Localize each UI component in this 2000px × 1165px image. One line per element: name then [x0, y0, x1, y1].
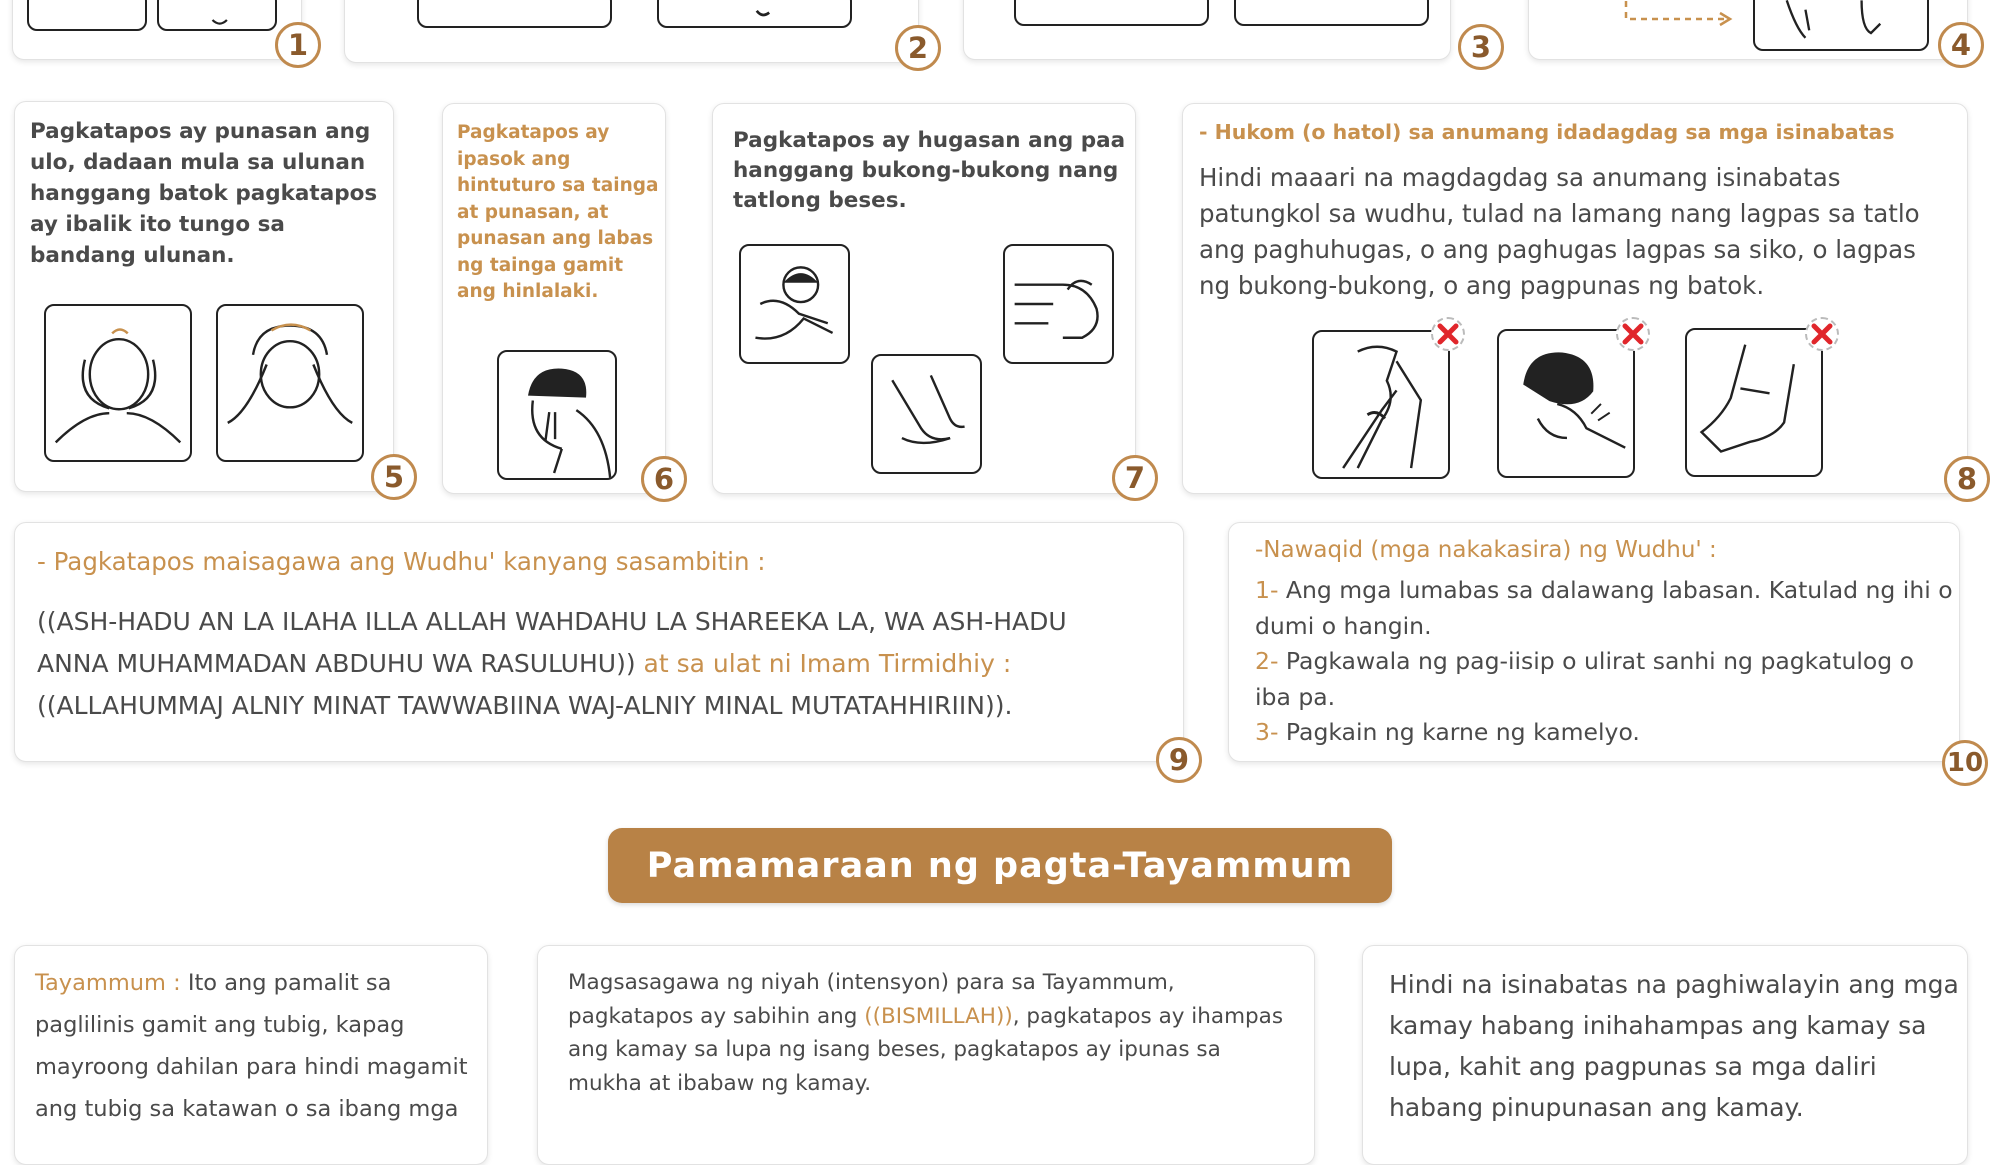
- tayammum-note-card: [1362, 945, 1968, 1165]
- step-2-illustration-b: [657, 0, 852, 28]
- step-10-item-2-num: 2-: [1255, 647, 1279, 675]
- step-10-item-3: [1255, 715, 1955, 751]
- step-3-card: [963, 0, 1451, 60]
- step-4-card: [1528, 0, 1968, 60]
- step-10-item-2: [1255, 644, 1955, 715]
- step-8-badge: 8: [1944, 456, 1990, 502]
- step-3-illustration-b: [1234, 0, 1429, 26]
- step-8-text: Hindi maaari na magdagdag sa anumang isinabatas patungkol sa wudhu, tulad na lamang nang lagpas sa tatlo ang paghuhugas, o ang paghugas lagpas sa siko, o lagpas ng bukong-bukong, o ang pagpunas ng batok.: [1199, 163, 1920, 300]
- step-6-illustration: [497, 350, 617, 480]
- step-7-illustration-c: [1003, 244, 1114, 364]
- step-9-tirmidhi-note: at sa ulat ni Imam Tirmidhiy :: [635, 649, 1012, 678]
- step-2-badge: 2: [895, 25, 941, 71]
- step-4-badge: 4: [1938, 22, 1984, 68]
- tayammum-definition-card: [14, 945, 488, 1165]
- tayammum-steps-part-2: , pagkatapos ay ihampas ang kamay sa lupa ng isang beses, pagkatapos ay ipunas sa mukha at ibabaw ng kamay.: [568, 1003, 1284, 1096]
- step-10-item-1: [1255, 573, 1955, 644]
- step-9-dua-line-2: [37, 643, 1177, 685]
- step-1-illustration-a: [27, 0, 147, 31]
- tayammum-section-banner: Pamamaraan ng pagta-Tayammum: [608, 828, 1392, 903]
- step-2-card: [344, 0, 919, 63]
- step-1-card: [12, 0, 302, 60]
- step-3-illustration-a: [1014, 0, 1209, 26]
- step-5-badge: 5: [371, 454, 417, 500]
- step-1-badge: 1: [275, 22, 321, 68]
- step-4-dashed-arrow: [1624, 1, 1734, 31]
- step-10-item-3-num: 3-: [1255, 718, 1279, 746]
- step-10-item-2-text: Pagkawala ng pag-iisip o ulirat sanhi ng pagkatulog o iba pa.: [1255, 647, 1915, 711]
- tayammum-label: Tayammum :: [35, 970, 181, 996]
- step-2-illustration-a: [417, 0, 612, 28]
- step-7-illustration-a: [739, 244, 850, 364]
- step-7-card: [712, 103, 1136, 494]
- step-8-illustration-b: [1497, 329, 1635, 478]
- tayammum-steps-part-1: Magsasagawa ng niyah (intensyon) para sa Tayammum, pagkatapos ay sabihin ang: [568, 970, 1175, 1029]
- step-9-heading: - Pagkatapos maisagawa ang Wudhu' kanyang sasambitin :: [37, 547, 766, 576]
- step-3-badge: 3: [1458, 24, 1504, 70]
- step-9-dua-line-2-text: ANNA MUHAMMADAN ABDUHU WA RASULUHU)): [37, 649, 636, 678]
- step-8-heading: - Hukom (o hatol) sa anumang idadagdag sa mga isinabatas: [1199, 120, 1895, 144]
- step-10-card: [1228, 522, 1960, 762]
- step-5-illustration-a: [44, 304, 192, 462]
- step-7-text: Pagkatapos ay hugasan ang paa hanggang bukong-bukong nang tatlong beses.: [733, 128, 1126, 213]
- step-6-card: [442, 103, 666, 494]
- step-4-illustration: [1753, 0, 1929, 51]
- step-6-badge: 6: [641, 456, 687, 502]
- step-9-dua: [37, 601, 1177, 727]
- step-9-dua-line-3: ((ALLAHUMMAJ ALNIY MINAT TAWWABIINA WAJ-ALNIY MINAL MUTATAHHIRIIN)).: [37, 691, 1013, 720]
- step-5-text: Pagkatapos ay punasan ang ulo, dadaan mula sa ulunan hanggang batok pagkatapos ay ibalik ito tungo sa bandang ulunan.: [30, 119, 378, 268]
- step-6-text: Pagkatapos ay ipasok ang hintuturo sa tainga at punasan, at punasan ang labas ng tainga gamit ang hinlalaki.: [457, 122, 659, 302]
- step-10-list: [1255, 573, 1955, 751]
- step-10-item-1-num: 1-: [1255, 576, 1279, 604]
- step-1-illustration-b: [157, 0, 277, 31]
- prohibited-x-icon-b: [1616, 317, 1650, 351]
- step-10-item-1-text: Ang mga lumabas sa dalawang labasan. Katulad ng ihi o dumi o hangin.: [1255, 576, 1953, 640]
- tayammum-steps-text: [568, 966, 1298, 1100]
- step-9-card: [14, 522, 1184, 762]
- tayammum-steps-card: [537, 945, 1315, 1165]
- tayammum-definition-body: Ito ang pamalit sa paglilinis gamit ang tubig, kapag mayroong dahilan para hindi magamit ang tubig sa katawan o sa ibang mga: [35, 970, 468, 1122]
- step-9-dua-line-1: ((ASH-HADU AN LA ILAHA ILLA ALLAH WAHDAHU LA SHAREEKA LA, WA ASH-HADU: [37, 607, 1067, 636]
- step-7-illustration-b: [871, 354, 982, 474]
- step-8-illustration-c: [1685, 328, 1823, 477]
- tayammum-note-text: Hindi na isinabatas na paghiwalayin ang mga kamay habang inihahampas ang kamay sa lupa, kahit ang pagpunas sa mga daliri habang pinupunasan ang kamay.: [1389, 970, 1959, 1122]
- step-5-card: [14, 101, 394, 492]
- tayammum-bismillah: ((BISMILLAH)): [864, 1003, 1013, 1029]
- step-7-badge: 7: [1112, 455, 1158, 501]
- prohibited-x-icon-a: [1431, 317, 1465, 351]
- step-9-badge: 9: [1156, 737, 1202, 783]
- step-10-badge: 10: [1942, 740, 1988, 786]
- step-10-item-3-text: Pagkain ng karne ng kamelyo.: [1285, 718, 1640, 746]
- step-10-heading: -Nawaqid (mga nakakasira) ng Wudhu' :: [1255, 537, 1717, 563]
- step-5-illustration-b: [216, 304, 364, 462]
- tayammum-definition-text: [35, 962, 480, 1130]
- prohibited-x-icon-c: [1805, 317, 1839, 351]
- step-8-illustration-a: [1312, 330, 1450, 479]
- step-8-card: [1182, 103, 1968, 494]
